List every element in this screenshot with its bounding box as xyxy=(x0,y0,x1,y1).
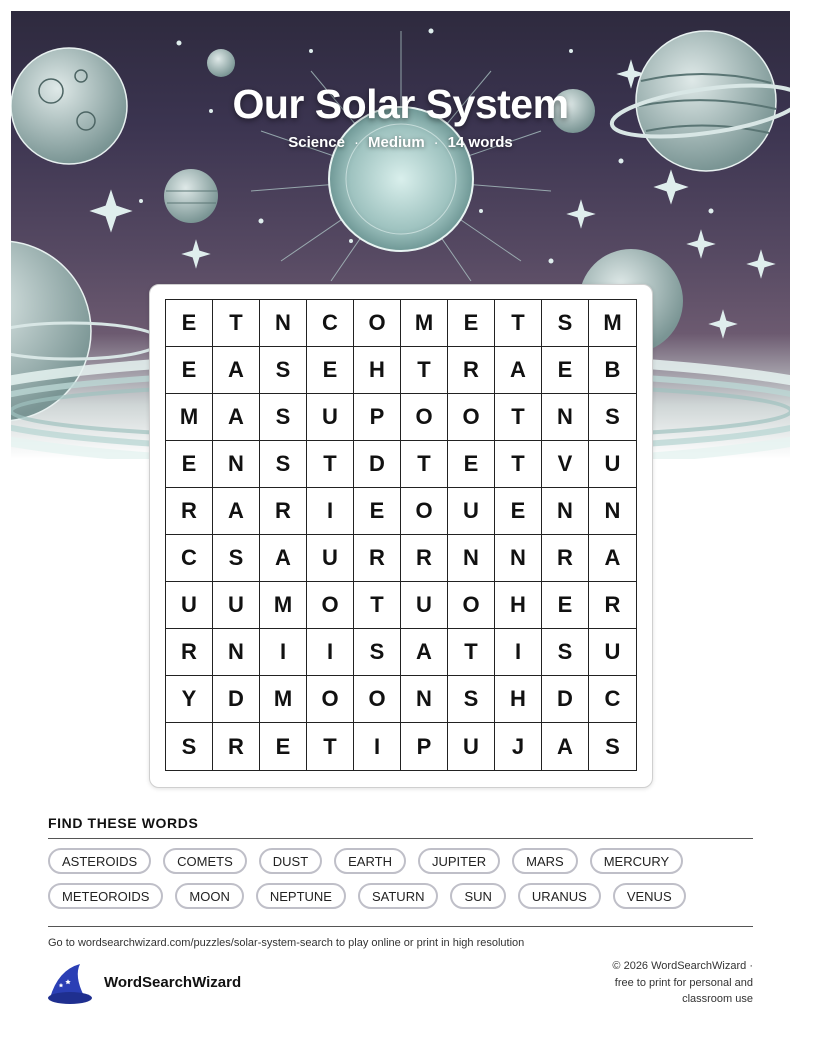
grid-cell[interactable]: R xyxy=(354,535,401,582)
grid-cell[interactable]: R xyxy=(589,582,636,629)
grid-cell[interactable]: E xyxy=(542,582,589,629)
grid-cell[interactable]: T xyxy=(213,300,260,347)
grid-cell[interactable]: A xyxy=(401,629,448,676)
meta-separator: · xyxy=(354,134,359,151)
grid-cell[interactable]: O xyxy=(307,676,354,723)
grid-cell[interactable]: T xyxy=(448,629,495,676)
play-online-note: Go to wordsearchwizard.com/puzzles/solar-system-search to play online or print in high resolution xyxy=(48,937,525,949)
grid-cell[interactable]: J xyxy=(495,723,542,770)
word-chip: DUST xyxy=(259,848,322,874)
copyright-line: © 2026 WordSearchWizard · xyxy=(612,960,753,972)
meta-word-count: 14 words xyxy=(447,134,513,151)
grid-cell[interactable]: V xyxy=(542,441,589,488)
grid-cell[interactable]: S xyxy=(260,347,307,394)
grid-cell[interactable]: A xyxy=(542,723,589,770)
grid-cell[interactable]: N xyxy=(589,488,636,535)
grid-cell[interactable]: S xyxy=(260,394,307,441)
grid-cell[interactable]: U xyxy=(166,582,213,629)
grid-cell[interactable]: S xyxy=(213,535,260,582)
grid-cell[interactable]: U xyxy=(307,394,354,441)
word-chip: JUPITER xyxy=(418,848,500,874)
grid-cell[interactable]: O xyxy=(448,394,495,441)
grid-cell[interactable]: M xyxy=(260,676,307,723)
grid-cell[interactable]: S xyxy=(354,629,401,676)
word-list-heading: FIND THESE WORDS xyxy=(48,815,199,831)
grid-cell[interactable]: U xyxy=(401,582,448,629)
grid-cell[interactable]: E xyxy=(307,347,354,394)
grid-cell[interactable]: Y xyxy=(166,676,213,723)
grid-cell[interactable]: N xyxy=(542,394,589,441)
grid-cell[interactable]: N xyxy=(448,535,495,582)
grid-cell[interactable]: P xyxy=(354,394,401,441)
grid-cell[interactable]: U xyxy=(448,488,495,535)
grid-cell[interactable]: T xyxy=(495,394,542,441)
grid-cell[interactable]: A xyxy=(213,394,260,441)
grid-cell[interactable]: N xyxy=(401,676,448,723)
grid-cell[interactable]: I xyxy=(495,629,542,676)
grid-cell[interactable]: U xyxy=(307,535,354,582)
grid-cell[interactable]: O xyxy=(307,582,354,629)
grid-cell[interactable]: R xyxy=(166,488,213,535)
grid-cell[interactable]: R xyxy=(260,488,307,535)
grid-cell[interactable]: N xyxy=(495,535,542,582)
grid-cell[interactable]: P xyxy=(401,723,448,770)
grid-cell[interactable]: O xyxy=(401,488,448,535)
grid-cell[interactable]: D xyxy=(542,676,589,723)
grid-cell[interactable]: I xyxy=(307,629,354,676)
meta-category: Science xyxy=(288,134,345,151)
word-chip: URANUS xyxy=(518,883,601,909)
meta-difficulty: Medium xyxy=(368,134,425,151)
puzzle-meta xyxy=(11,134,790,151)
grid-cell[interactable]: R xyxy=(542,535,589,582)
word-chip: MOON xyxy=(175,883,243,909)
grid-cell[interactable]: S xyxy=(542,300,589,347)
word-chip: NEPTUNE xyxy=(256,883,346,909)
grid-cell[interactable]: E xyxy=(448,300,495,347)
puzzle-card xyxy=(149,284,653,788)
grid-cell[interactable]: S xyxy=(166,723,213,770)
grid-cell[interactable]: E xyxy=(495,488,542,535)
grid-cell[interactable]: H xyxy=(495,676,542,723)
grid-cell[interactable]: I xyxy=(354,723,401,770)
grid-cell[interactable]: U xyxy=(589,441,636,488)
grid-cell[interactable]: S xyxy=(448,676,495,723)
grid-cell[interactable]: N xyxy=(260,300,307,347)
grid-cell[interactable]: S xyxy=(542,629,589,676)
grid-cell[interactable]: A xyxy=(260,535,307,582)
grid-cell[interactable]: A xyxy=(589,535,636,582)
grid-cell[interactable]: T xyxy=(401,347,448,394)
grid-cell[interactable]: S xyxy=(589,394,636,441)
word-chip: ASTEROIDS xyxy=(48,848,151,874)
grid-cell[interactable]: N xyxy=(213,441,260,488)
grid-cell[interactable]: C xyxy=(307,300,354,347)
grid-cell[interactable]: I xyxy=(307,488,354,535)
grid-cell[interactable]: H xyxy=(354,347,401,394)
grid-cell[interactable]: U xyxy=(213,582,260,629)
grid-cell[interactable]: A xyxy=(495,347,542,394)
grid-cell[interactable]: O xyxy=(354,300,401,347)
word-chip: MARS xyxy=(512,848,578,874)
word-list xyxy=(48,848,758,918)
grid-cell[interactable]: E xyxy=(542,347,589,394)
grid-cell[interactable]: M xyxy=(401,300,448,347)
page-title: Our Solar System xyxy=(232,81,569,127)
grid-cell[interactable]: M xyxy=(589,300,636,347)
brand-name: WordSearchWizard xyxy=(104,974,242,991)
word-chip: EARTH xyxy=(334,848,406,874)
grid-cell[interactable]: I xyxy=(260,629,307,676)
word-chip: SATURN xyxy=(358,883,438,909)
grid-cell[interactable]: C xyxy=(589,676,636,723)
grid-cell[interactable]: E xyxy=(166,347,213,394)
grid-cell[interactable]: H xyxy=(495,582,542,629)
grid-cell[interactable]: E xyxy=(354,488,401,535)
grid-cell[interactable]: E xyxy=(448,441,495,488)
sun xyxy=(251,31,551,281)
grid-cell[interactable]: T xyxy=(495,441,542,488)
word-chip: COMETS xyxy=(163,848,247,874)
grid-cell[interactable]: T xyxy=(307,441,354,488)
grid-cell[interactable]: O xyxy=(448,582,495,629)
letter-grid[interactable] xyxy=(165,299,637,771)
word-list-row xyxy=(48,848,758,874)
grid-cell[interactable]: E xyxy=(166,441,213,488)
grid-cell[interactable]: O xyxy=(401,394,448,441)
grid-cell[interactable]: R xyxy=(448,347,495,394)
grid-cell[interactable]: M xyxy=(260,582,307,629)
grid-cell[interactable]: N xyxy=(213,629,260,676)
word-chip: METEOROIDS xyxy=(48,883,163,909)
grid-cell[interactable]: U xyxy=(448,723,495,770)
grid-cell[interactable]: U xyxy=(589,629,636,676)
grid-cell[interactable]: A xyxy=(213,347,260,394)
grid-cell[interactable]: R xyxy=(401,535,448,582)
grid-cell[interactable]: S xyxy=(260,441,307,488)
meta-separator: · xyxy=(433,134,439,151)
grid-cell[interactable]: T xyxy=(307,723,354,770)
copyright-line: free to print for personal and xyxy=(614,976,753,989)
grid-cell[interactable]: T xyxy=(495,300,542,347)
word-chip: SUN xyxy=(450,883,505,909)
grid-cell[interactable]: R xyxy=(166,629,213,676)
grid-cell[interactable]: O xyxy=(354,676,401,723)
grid-cell[interactable]: D xyxy=(213,676,260,723)
copyright-notice xyxy=(583,958,753,1008)
copyright-line: classroom use xyxy=(682,993,753,1005)
word-chip: MERCURY xyxy=(590,848,684,874)
grid-cell[interactable]: E xyxy=(166,300,213,347)
grid-cell[interactable]: M xyxy=(166,394,213,441)
grid-cell[interactable]: A xyxy=(213,488,260,535)
word-chip: VENUS xyxy=(613,883,686,909)
grid-cell[interactable]: E xyxy=(260,723,307,770)
grid-cell[interactable]: S xyxy=(605,733,620,759)
grid-cell[interactable]: N xyxy=(542,488,589,535)
grid-cell[interactable]: C xyxy=(166,535,213,582)
grid-cell[interactable]: D xyxy=(354,441,401,488)
divider xyxy=(48,926,753,927)
grid-cell[interactable]: T xyxy=(354,582,401,629)
grid-cell[interactable]: B xyxy=(589,347,636,394)
grid-cell[interactable]: R xyxy=(213,723,260,770)
wizard-hat-icon xyxy=(46,962,94,1006)
divider xyxy=(48,838,753,839)
grid-cell[interactable]: T xyxy=(401,441,448,488)
word-list-row xyxy=(48,883,758,909)
